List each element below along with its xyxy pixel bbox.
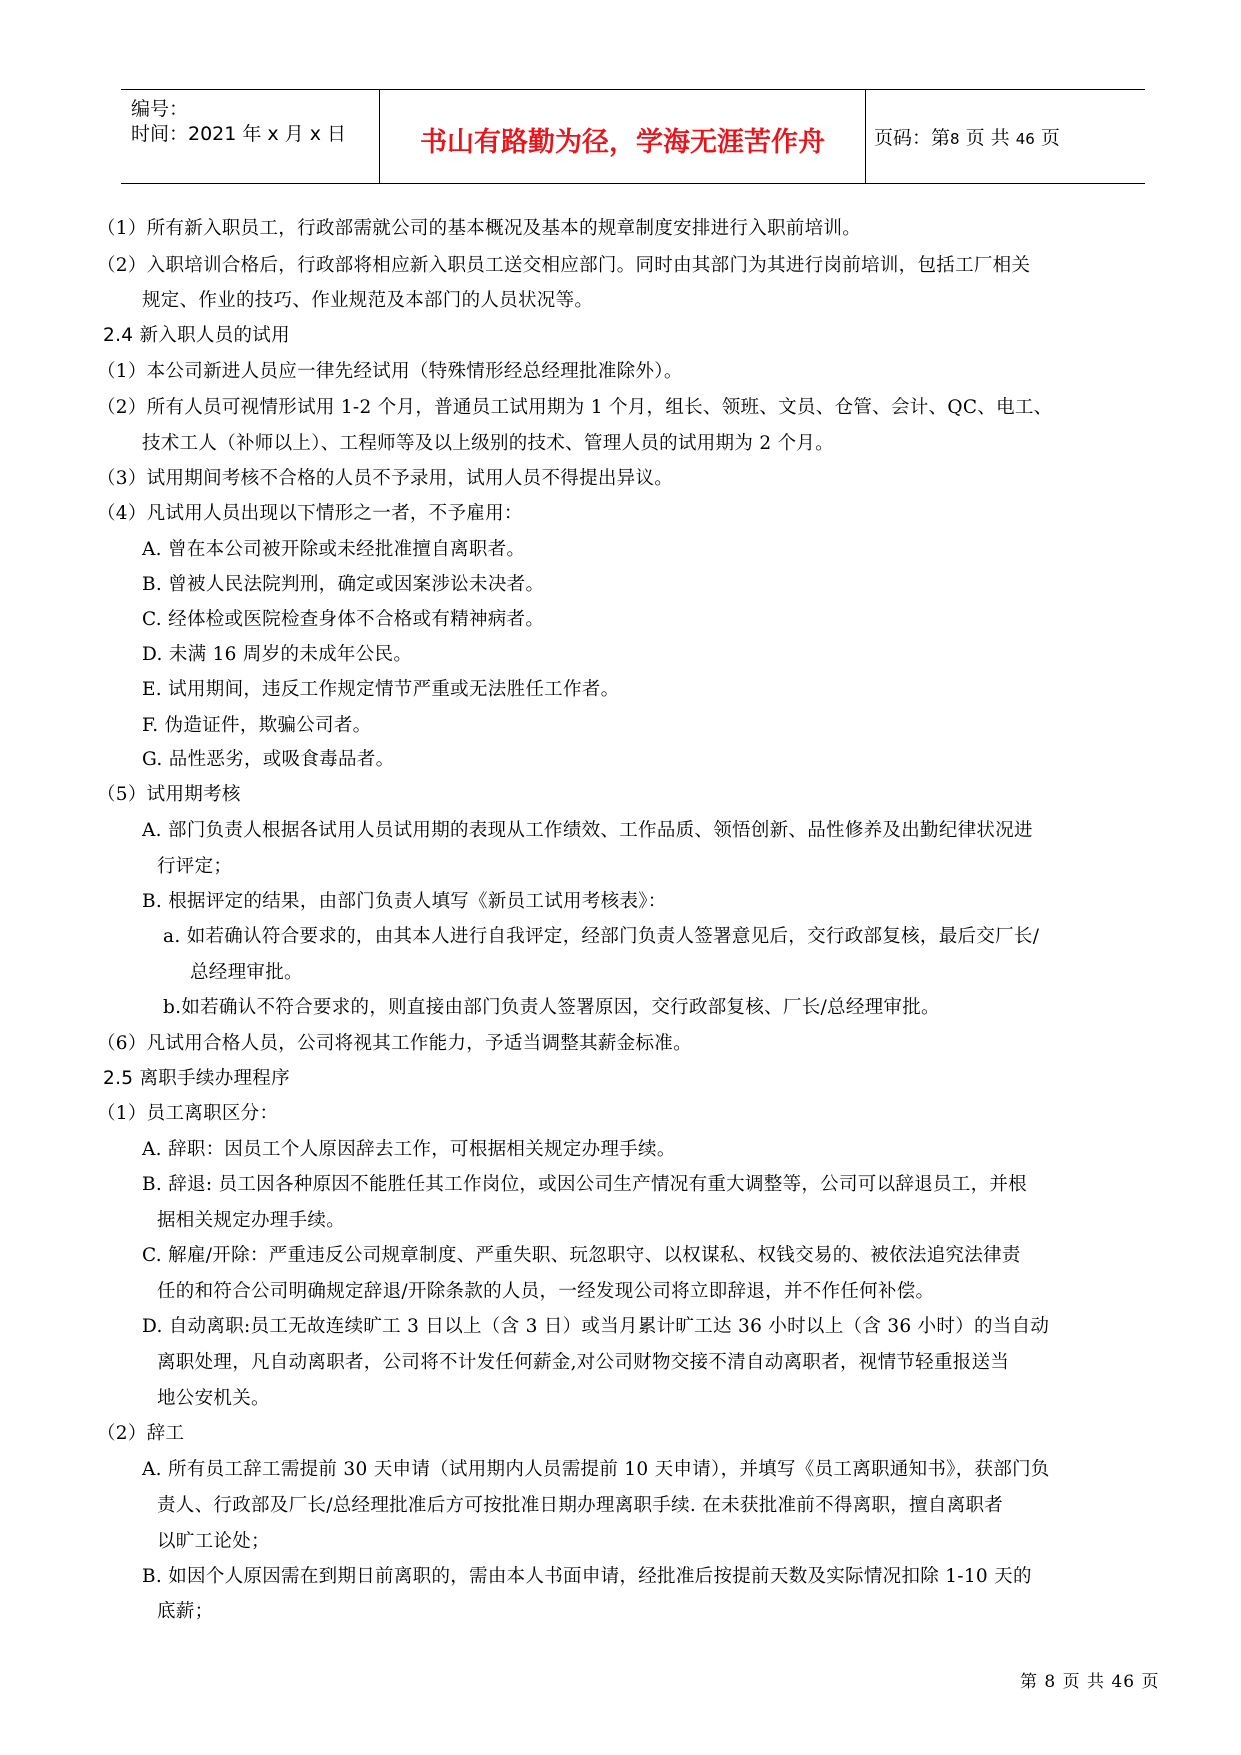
list-item: 总经理审批。 [190, 962, 303, 983]
paragraph-line: （2）入职培训合格后，行政部将相应新入职员工送交相应部门。同时由其部门为其进行岗前培训，包括工厂相关 [97, 255, 1031, 276]
list-item: 地公安机关。 [157, 1388, 270, 1409]
list-item: 责人、行政部及厂长/总经理批准后方可按批准日期办理离职手续. 在未获批准前不得离职，擅自离职者 [157, 1495, 1004, 1516]
paragraph-line: （1）本公司新进人员应一律先经试用（特殊情形经总经理批准除外）。 [97, 361, 683, 382]
list-item: E. 试用期间，违反工作规定情节严重或无法胜任工作者。 [142, 679, 620, 700]
list-item: B. 如因个人原因需在到期日前离职的，需由本人书面申请，经批准后按提前天数及实际情况扣除 1-10 天的 [142, 1566, 1032, 1587]
list-item: C. 解雇/开除：严重违反公司规章制度、严重失职、玩忽职守、以权谋私、权钱交易的、被依法追究法律责 [142, 1245, 1021, 1266]
header-table [121, 89, 1145, 184]
list-item: A. 辞职：因员工个人原因辞去工作，可根据相关规定办理手续。 [142, 1139, 676, 1160]
paragraph-line: （2）辞工 [97, 1423, 185, 1444]
paragraph-line: （4）凡试用人员出现以下情形之一者，不予雇用： [97, 503, 523, 524]
paragraph-line: （1）所有新入职员工，行政部需就公司的基本概况及基本的规章制度安排进行入职前培训。 [97, 218, 862, 239]
page-label-c: 页 [1040, 127, 1060, 149]
document-date: 时间：2021 年 x 月 x 日 [131, 123, 347, 145]
header-motto-cell [379, 90, 866, 183]
section-heading: 2.4 新入职人员的试用 [103, 325, 290, 346]
list-item: G. 品性恶劣，或吸食毒品者。 [142, 749, 395, 770]
paragraph-line: （3）试用期间考核不合格的人员不予录用，试用人员不得提出异议。 [97, 468, 674, 489]
list-item: F. 伪造证件，欺骗公司者。 [142, 715, 372, 736]
page-footer: 第 8 页 共 46 页 [1020, 1672, 1160, 1692]
list-item: B. 根据评定的结果，由部门负责人填写《新员工试用考核表》： [142, 891, 667, 912]
paragraph-line: 技术工人（补师以上）、工程师等及以上级别的技术、管理人员的试用期为 2 个月。 [142, 433, 834, 454]
page-number: 8 [950, 130, 960, 148]
list-item: B. 曾被人民法院判刑，确定或因案涉讼未决者。 [142, 574, 545, 595]
header-motto: 书山有路勤为径，学海无涯苦作舟 [420, 127, 825, 158]
section-heading: 2.5 离职手续办理程序 [103, 1068, 290, 1089]
list-item: D. 自动离职:员工无故连续旷工 3 日以上（含 3 日）或当月累计旷工达 36 小时以上（含 36 小时）的当自动 [142, 1316, 1050, 1337]
list-item: D. 未满 16 周岁的未成年公民。 [142, 644, 413, 665]
paragraph-line: （5）试用期考核 [97, 784, 241, 805]
page-total: 46 [1015, 130, 1035, 148]
header-meta-cell [121, 90, 379, 183]
paragraph-line: （2）所有人员可视情形试用 1-2 个月，普通员工试用期为 1 个月，组长、领班、文员、仓管、会计、QC、电工、 [97, 397, 1053, 418]
page-label-b: 页 共 [965, 127, 1010, 149]
list-item: b.如若确认不符合要求的，则直接由部门负责人签署原因，交行政部复核、厂长/总经理审批。 [163, 997, 940, 1018]
header-page-cell [864, 90, 1144, 183]
header-page-info [874, 123, 1060, 150]
list-item: A. 所有员工辞工需提前 30 天申请（试用期内人员需提前 10 天申请），并填写《员工离职通知书》，获部门负 [142, 1459, 1050, 1480]
list-item: A. 曾在本公司被开除或未经批准擅自离职者。 [142, 539, 526, 560]
list-item: 任的和符合公司明确规定辞退/开除条款的人员，一经发现公司将立即辞退，并不作任何补偿。 [157, 1281, 935, 1302]
list-item: 据相关规定办理手续。 [157, 1210, 346, 1231]
list-item: 行评定； [157, 856, 233, 877]
paragraph-line: 规定、作业的技巧、作业规范及本部门的人员状况等。 [142, 290, 594, 311]
list-item: 离职处理，凡自动离职者，公司将不计发任何薪金,对公司财物交接不清自动离职者，视情节轻重报送当 [157, 1352, 1010, 1373]
list-item: 底薪； [157, 1601, 214, 1622]
list-item: 以旷工论处； [157, 1531, 270, 1552]
list-item: a. 如若确认符合要求的，由其本人进行自我评定，经部门负责人签署意见后，交行政部复核，最后交厂长/ [163, 926, 1040, 947]
list-item: C. 经体检或医院检查身体不合格或有精神病者。 [142, 609, 545, 630]
list-item: B. 辞退: 员工因各种原因不能胜任其工作岗位，或因公司生产情况有重大调整等，公司可以辞退员工，并根 [142, 1174, 1027, 1195]
paragraph-line: （6）凡试用合格人员，公司将视其工作能力，予适当调整其薪金标准。 [97, 1033, 692, 1054]
paragraph-line: （1）员工离职区分： [97, 1103, 279, 1124]
list-item: A. 部门负责人根据各试用人员试用期的表现从工作绩效、工作品质、领悟创新、品性修养及出勤纪律状况进 [142, 820, 1033, 841]
page-label-a: 页码：第 [874, 127, 951, 149]
document-number-label: 编号： [131, 98, 189, 120]
